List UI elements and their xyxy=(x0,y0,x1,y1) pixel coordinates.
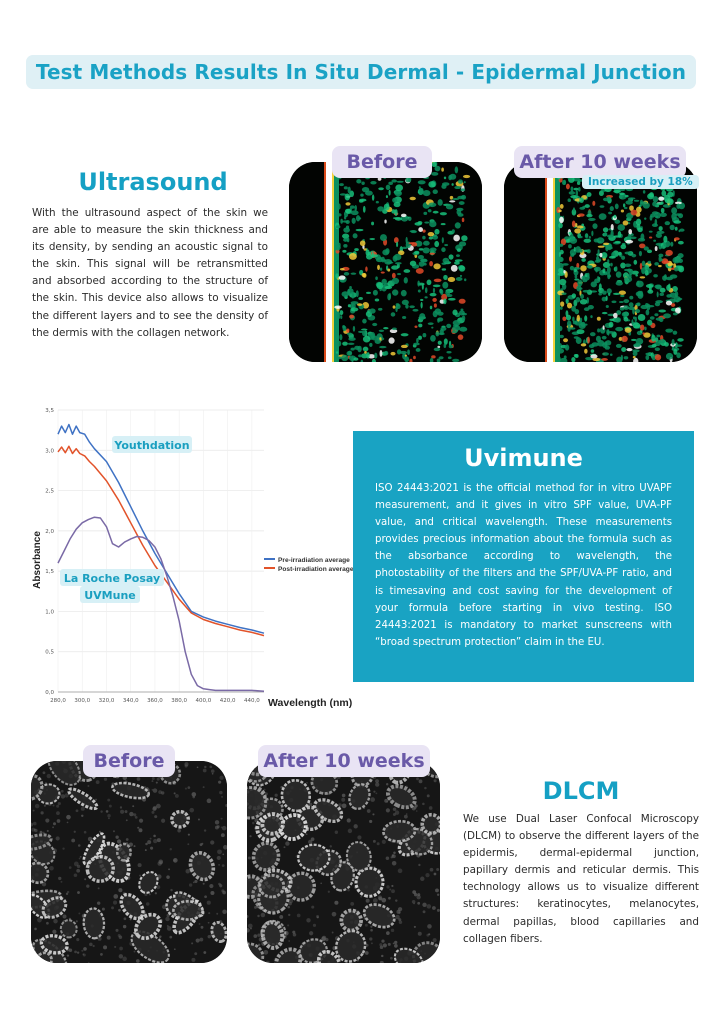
x-tick-label: 360,0 xyxy=(147,698,163,704)
annotation-laroche: La Roche Posay xyxy=(63,572,161,585)
skin-surface-line xyxy=(326,162,332,362)
y-tick-label: 3,5 xyxy=(45,408,54,414)
ultrasound-before-label: Before xyxy=(332,146,432,178)
x-tick-label: 340,0 xyxy=(122,698,139,704)
uvimune-box xyxy=(353,431,694,682)
uvimune-text: ISO 24443:2021 is the official method for in vitro UVAPF measurement, and it gives in vitro SPF value, UVA-PF value, and critical wavelength. These measurements provides precious information about the formula such as the absorbance according to wavelength, the photostability of the filters and the SPF/UVA-PF ratio, and is timesaving and cost saving for the development of your formula before starting in vivo testing. ISO 24443:2021 is mandatory to market sunscreens with “broad spectrum protection” claim in the EU. xyxy=(375,483,672,648)
ultrasound-heading: Ultrasound xyxy=(78,168,228,196)
y-axis-label: Absorbance xyxy=(32,531,43,589)
x-tick-label: 440,0 xyxy=(244,698,260,704)
y-tick-label: 3,0 xyxy=(45,448,54,455)
dlcm-before-label: Before xyxy=(83,745,175,777)
dlcm-before-image xyxy=(31,761,227,963)
dlcm-after-image xyxy=(247,761,440,963)
increase-badge: Increased by 18% xyxy=(582,175,699,189)
y-tick-label: 0,5 xyxy=(45,649,54,656)
absorbance-chart xyxy=(32,400,354,710)
absorbance-chart-svg xyxy=(32,400,354,710)
ultrasound-before-image xyxy=(289,162,482,362)
annotation-youthdation: Youthdation xyxy=(114,439,190,452)
x-tick-label: 380,0 xyxy=(171,698,188,704)
uvimune-heading: Uvimune xyxy=(464,444,583,472)
dlcm-heading: DLCM xyxy=(542,777,620,805)
legend-post: Post-irradiation average xyxy=(278,566,354,573)
page-title: Test Methods Results In Situ Dermal - Epidermal Junction xyxy=(35,60,687,84)
page-title-bar xyxy=(26,55,696,89)
x-tick-label: 300,0 xyxy=(74,698,91,704)
y-tick-label: 1,5 xyxy=(45,569,54,576)
y-tick-label: 2,5 xyxy=(45,488,54,495)
ultrasound-after-label: After 10 weeks xyxy=(514,146,686,178)
y-tick-label: 0,0 xyxy=(45,690,54,696)
ultrasound-text: With the ultrasound aspect of the skin we are able to measure the skin thickness and its density, by sending an acoustic signal to the skin. This signal will be retransmitted and absorbed according to the structure of the skin. This device also allows to visualize the different layers and to see the density of the dermis with the collagen network. xyxy=(32,207,268,339)
y-tick-label: 2,0 xyxy=(45,528,54,535)
x-tick-label: 320,0 xyxy=(98,698,115,704)
annotation-uvmune: UVMune xyxy=(84,589,136,602)
dlcm-text: We use Dual Laser Confocal Microscopy (DLCM) to observe the different layers of the epidermis, dermal-epidermal junction, papillary dermis and reticular dermis. This technology allows us to visualize different structures: keratinocytes, melanocytes, dermal papillas, blood capillaries and collagen fibers. xyxy=(463,813,699,945)
x-axis-label: Wavelength (nm) xyxy=(268,697,353,709)
y-tick-label: 1,0 xyxy=(45,609,54,616)
x-tick-label: 400,0 xyxy=(195,698,212,704)
legend-pre: Pre-irradiation average xyxy=(278,557,350,564)
dlcm-after-label: After 10 weeks xyxy=(258,745,430,777)
x-tick-label: 420,0 xyxy=(219,698,236,704)
skin-surface-line xyxy=(547,162,553,362)
ultrasound-after-image xyxy=(504,162,697,362)
x-tick-label: 280,0 xyxy=(50,698,66,704)
